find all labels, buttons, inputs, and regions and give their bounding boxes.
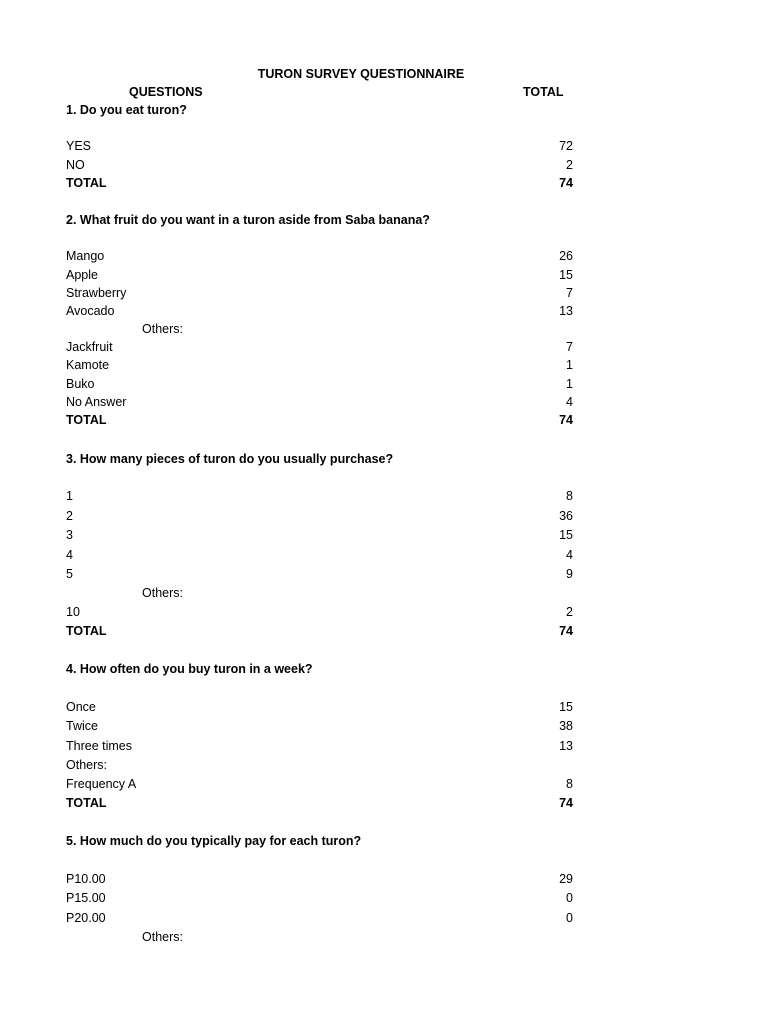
answer-count: 0: [566, 911, 573, 925]
questions-column-header: QUESTIONS: [129, 85, 203, 99]
answer-count: 38: [559, 719, 573, 733]
answer-label: Frequency A: [66, 777, 137, 791]
answer-label: Avocado: [66, 304, 115, 318]
answer-label: 10: [66, 605, 80, 619]
answer-count: 36: [559, 509, 573, 523]
answer-count: 9: [566, 567, 573, 581]
answer-count: 2: [566, 605, 573, 619]
answer-count: 15: [559, 700, 573, 714]
answer-count: 13: [559, 304, 573, 318]
answer-label: Jackfruit: [66, 340, 113, 354]
answer-label: No Answer: [66, 395, 127, 409]
answer-count: 7: [566, 340, 573, 354]
document-title: TURON SURVEY QUESTIONNAIRE: [257, 67, 465, 81]
answer-count: 8: [566, 777, 573, 791]
answer-label: 2: [66, 509, 73, 523]
total-count: 74: [559, 796, 573, 810]
total-column-header: TOTAL: [523, 85, 564, 99]
answer-label: 5: [66, 567, 73, 581]
answer-count: 15: [559, 528, 573, 542]
answer-count: 72: [559, 139, 573, 153]
answer-label: 3: [66, 528, 73, 542]
answer-label: NO: [66, 158, 85, 172]
question-4-heading: 4. How often do you buy turon in a week?: [66, 662, 313, 676]
total-label: TOTAL: [66, 176, 107, 190]
total-count: 74: [559, 413, 573, 427]
answer-count: 0: [566, 891, 573, 905]
answer-count: 2: [566, 158, 573, 172]
total-label: TOTAL: [66, 796, 107, 810]
answer-count: 15: [559, 268, 573, 282]
answer-label: Strawberry: [66, 286, 127, 300]
answer-label: Kamote: [66, 358, 110, 372]
answer-count: 13: [559, 739, 573, 753]
answer-label: YES: [66, 139, 92, 153]
answer-label: P20.00: [66, 911, 106, 925]
total-label: TOTAL: [66, 413, 107, 427]
answer-count: 4: [566, 395, 573, 409]
answer-count: 29: [559, 872, 573, 886]
answer-label: 4: [66, 548, 73, 562]
answer-count: 4: [566, 548, 573, 562]
question-5-heading: 5. How much do you typically pay for each turon?: [66, 834, 362, 848]
others-label: Others:: [142, 930, 183, 944]
others-label: Others:: [142, 322, 183, 336]
others-label: Others:: [66, 758, 107, 772]
answer-label: Apple: [66, 268, 98, 282]
answer-label: Once: [66, 700, 96, 714]
answer-count: 1: [566, 377, 573, 391]
answer-count: 1: [566, 358, 573, 372]
answer-count: 26: [559, 249, 573, 263]
question-3-heading: 3. How many pieces of turon do you usually purchase?: [66, 452, 394, 466]
question-2-heading: 2. What fruit do you want in a turon aside from Saba banana?: [66, 213, 430, 227]
answer-label: 1: [66, 489, 73, 503]
answer-label: Twice: [66, 719, 98, 733]
total-label: TOTAL: [66, 624, 107, 638]
total-count: 74: [559, 624, 573, 638]
question-1-heading: 1. Do you eat turon?: [66, 103, 187, 117]
answer-count: 7: [566, 286, 573, 300]
answer-label: Mango: [66, 249, 105, 263]
answer-count: 8: [566, 489, 573, 503]
answer-label: Buko: [66, 377, 95, 391]
others-label: Others:: [142, 586, 183, 600]
answer-label: P15.00: [66, 891, 106, 905]
answer-label: Three times: [66, 739, 132, 753]
answer-label: P10.00: [66, 872, 106, 886]
total-count: 74: [559, 176, 573, 190]
